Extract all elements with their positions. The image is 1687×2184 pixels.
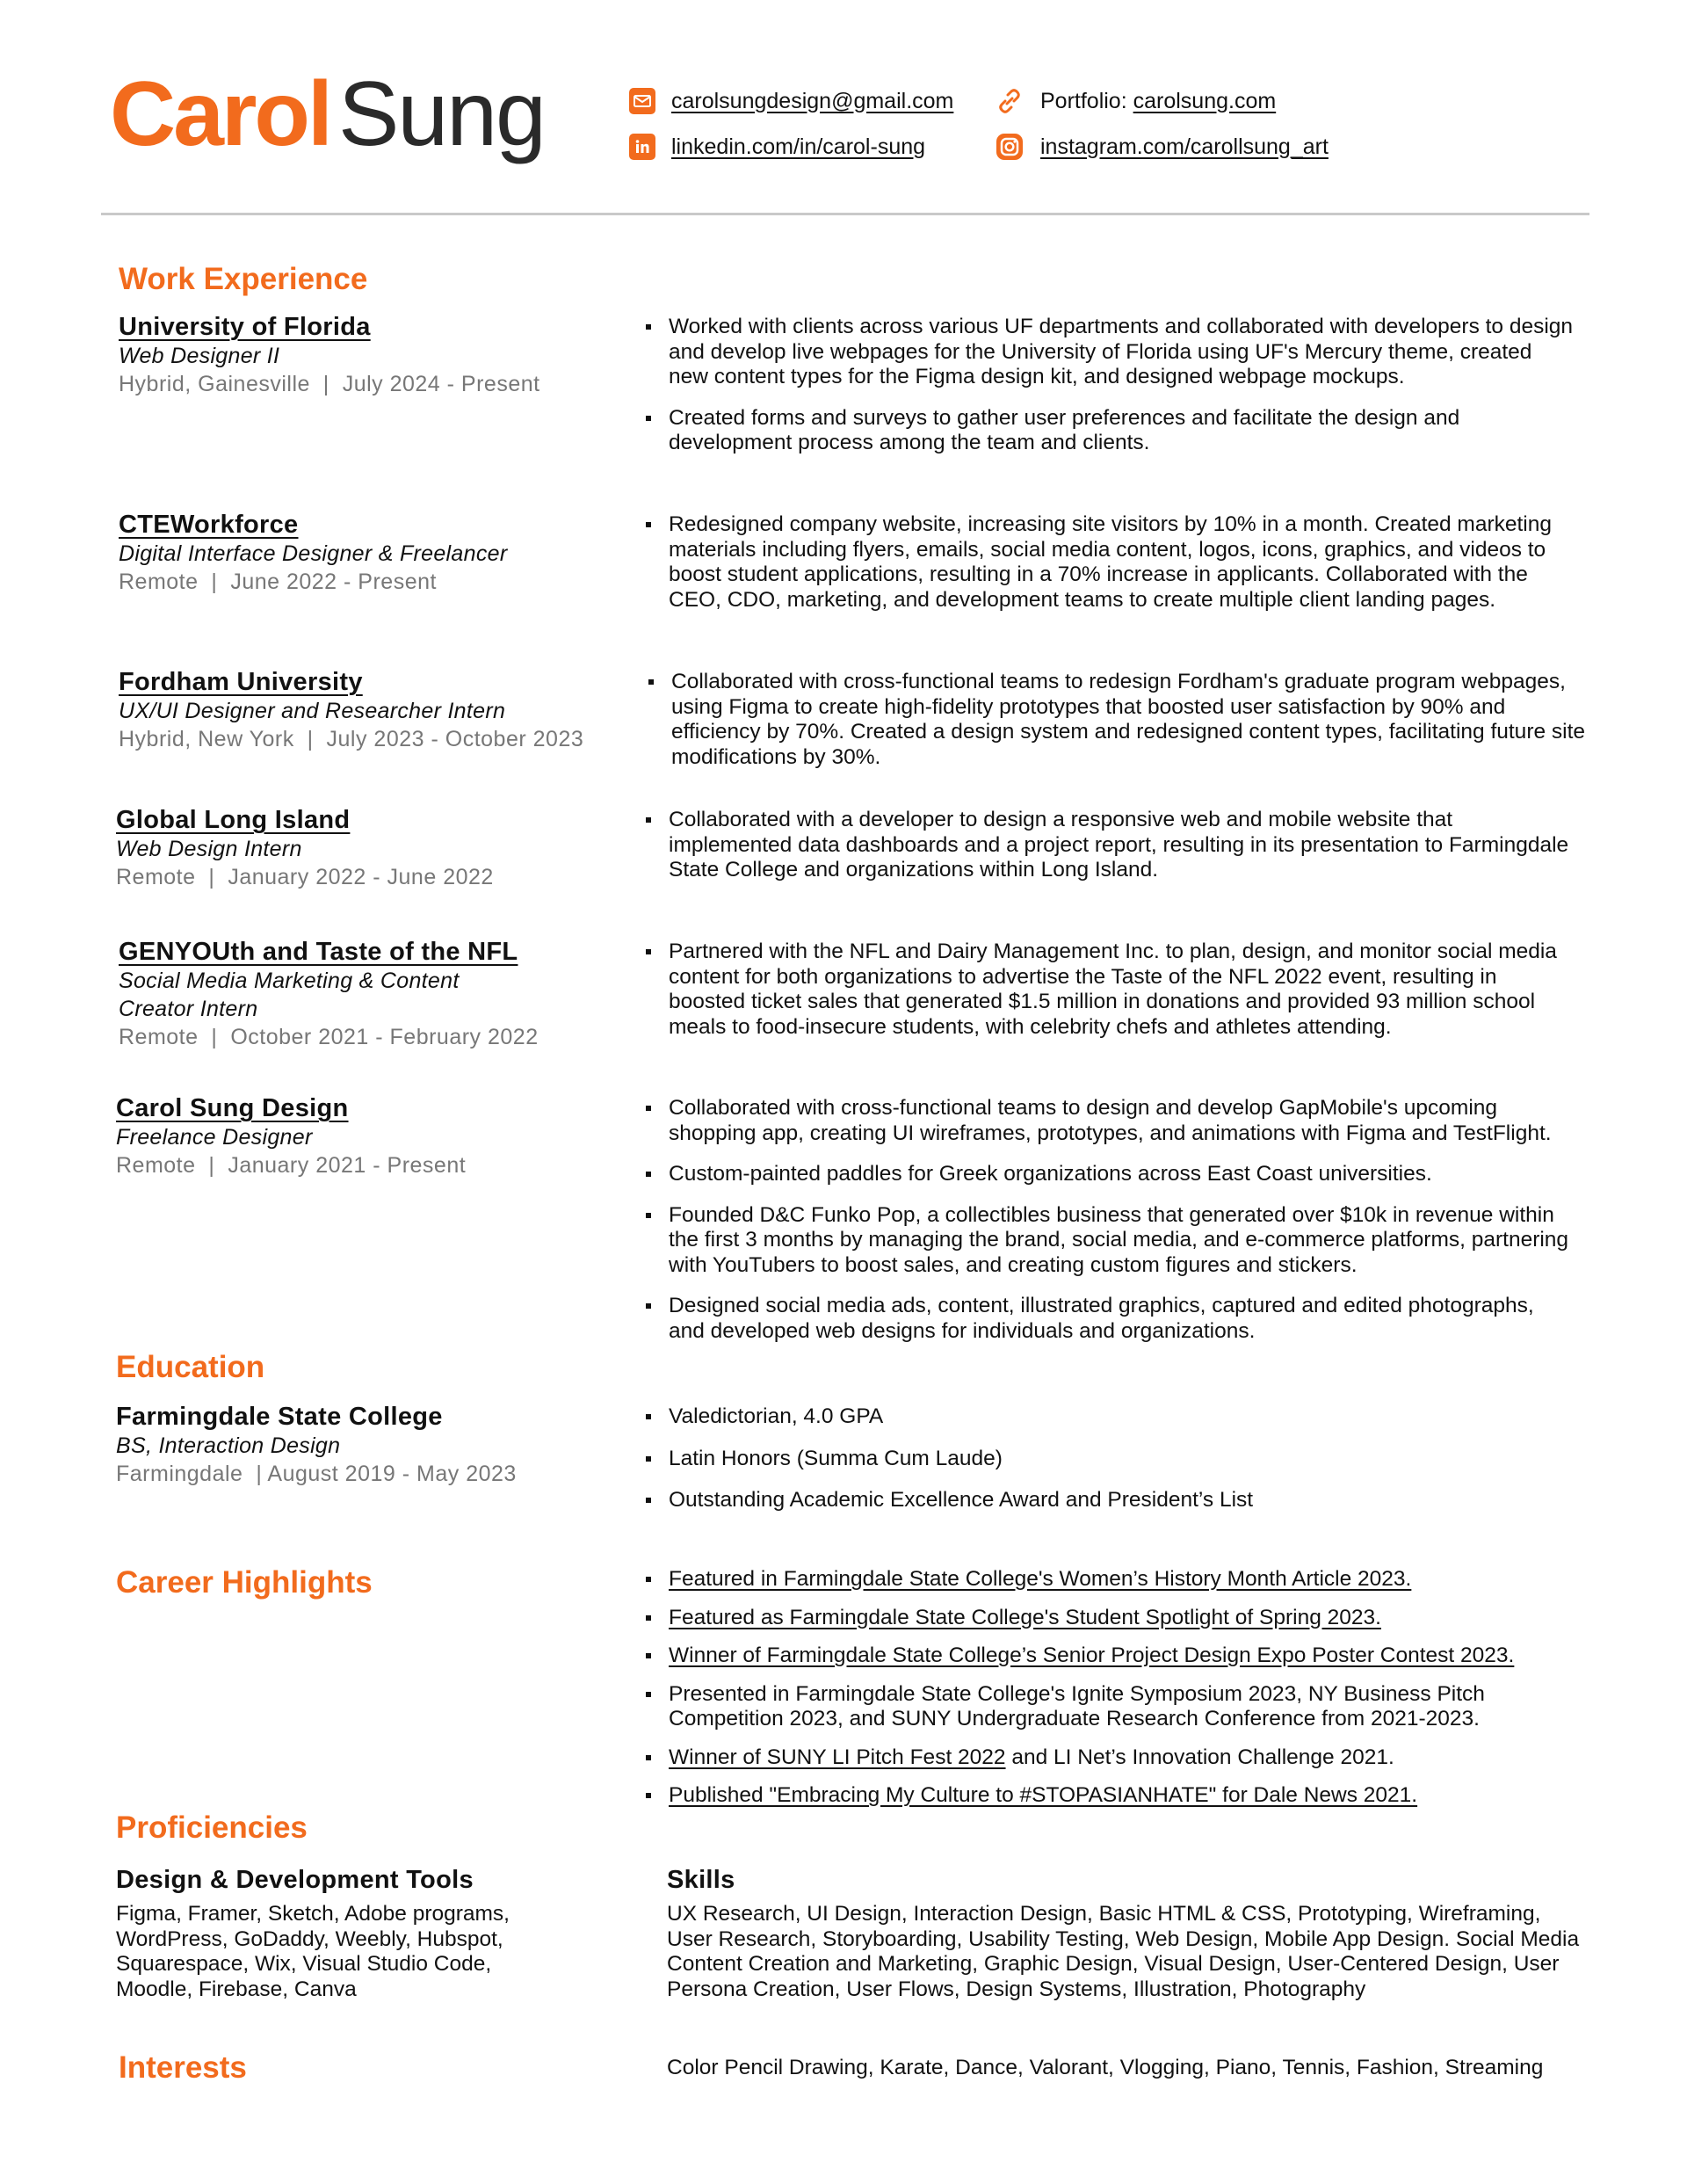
org-name[interactable]: CTEWorkforce	[119, 511, 299, 539]
portfolio-link[interactable]: carolsung.com	[1133, 88, 1277, 113]
list-item: Latin Honors (Summa Cum Laude)	[644, 1447, 1575, 1472]
portfolio-label: Portfolio:	[1040, 88, 1133, 113]
list-item: Redesigned company website, increasing site visitors by 10% in a month. Created marketing materials including flyers, emails, social media content, logos, icons, graphics, and videos to boost student applications, resulting in a 70% increase in applicants. Collaborated with the CEO, CDO, marketing, and development teams to create multiple client landing pages.	[644, 512, 1575, 613]
job-meta: Hybrid, Gainesville | July 2024 - Present	[119, 372, 540, 396]
job-role: Web Design Intern	[116, 837, 302, 861]
linkedin-contact[interactable]	[629, 134, 925, 160]
job-meta: Remote | January 2021 - Present	[116, 1153, 467, 1178]
tools-text: Figma, Framer, Sketch, Adobe programs, WordPress, GoDaddy, Weebly, Hubspot, Squarespace, Wix, Visual Studio Code, Moodle, Firebase, Canva	[116, 1902, 510, 2001]
last-name: Sung	[338, 63, 545, 165]
job-role: Creator Intern	[119, 997, 258, 1021]
job-role: Social Media Marketing & Content	[119, 969, 460, 993]
school-name: Farmingdale State College	[116, 1403, 443, 1431]
job-role: Freelance Designer	[116, 1125, 313, 1150]
tools-block	[116, 1868, 538, 2002]
education-bullets	[644, 1404, 1575, 1530]
highlight-link[interactable]: Featured in Farmingdale State College's Women’s History Month Article 2023.	[669, 1567, 1412, 1591]
list-item: Collaborated with cross-functional teams to design and develop GapMobile's upcoming shopping app, creating UI wireframes, prototypes, and animations with Figma and TestFlight.	[644, 1096, 1575, 1146]
list-item: Worked with clients across various UF departments and collaborated with developers to design and develop live webpages for the University of Florida using UF's Mercury theme, created new content types for the Figma design kit, and designed webpage mockups.	[644, 315, 1575, 390]
org-name[interactable]: Fordham University	[119, 668, 363, 696]
list-item[interactable]	[644, 1567, 1575, 1593]
degree: BS, Interaction Design	[116, 1433, 341, 1458]
list-item: Collaborated with cross-functional teams to redesign Fordham's graduate program webpages, using Figma to create high-fidelity prototypes that boosted user satisfaction by 90% and efficiency by 70%. Created a design system and redesigned content types, facilitating future site modifications by 30%.	[647, 670, 1587, 770]
job-fordham	[119, 670, 583, 753]
job-role: Digital Interface Designer & Freelancer	[119, 541, 508, 566]
education-heading: Education	[116, 1350, 265, 1384]
job-role: Web Designer II	[119, 344, 280, 368]
list-item: Presented in Farmingdale State College's Ignite Symposium 2023, NY Business Pitch Competition 2023, and SUNY Undergraduate Research Conference from 2021-2023.	[644, 1682, 1575, 1732]
list-item: Founded D&C Funko Pop, a collectibles business that generated over $10k in revenue within the first 3 months by managing the brand, social media, and e-commerce platforms, partnering with YouTubers to boost sales, and creating custom figures and stickers.	[644, 1203, 1575, 1279]
interests-text: Color Pencil Drawing, Karate, Dance, Valorant, Vlogging, Piano, Tennis, Fashion, Streaming	[667, 2056, 1544, 2079]
instagram-icon	[995, 132, 1025, 162]
tools-heading: Design & Development Tools	[116, 1866, 474, 1894]
email-contact[interactable]	[629, 88, 953, 114]
job-carol-sung-design-bullets	[644, 1096, 1575, 1360]
linkedin-link[interactable]: linkedin.com/in/carol-sung	[671, 134, 926, 159]
highlight-link[interactable]: Published "Embracing My Culture to #STOPASIANHATE" for Dale News 2021.	[669, 1783, 1418, 1807]
linkedin-icon	[629, 134, 655, 160]
job-meta: Remote | October 2021 - February 2022	[119, 1025, 539, 1049]
job-cteworkforce-bullets	[644, 512, 1575, 628]
job-genyouth-bullets	[644, 940, 1575, 1056]
list-item: Collaborated with a developer to design a responsive web and mobile website that implemented data dashboards and a project report, resulting in its presentation to Farmingdale State College and organizations within Long Island.	[644, 808, 1575, 883]
list-item: Custom-painted paddles for Greek organizations across East Coast universities.	[644, 1162, 1575, 1187]
org-name[interactable]: University of Florida	[119, 313, 371, 341]
career-highlights-list	[644, 1567, 1575, 1822]
work-experience-heading: Work Experience	[119, 262, 368, 296]
job-global-long-island	[116, 808, 494, 891]
career-highlights-heading: Career Highlights	[116, 1565, 373, 1600]
highlight-link[interactable]: Featured as Farmingdale State College's Student Spotlight of Spring 2023.	[669, 1605, 1381, 1629]
email-link[interactable]: carolsungdesign@gmail.com	[671, 88, 954, 113]
org-name[interactable]: Carol Sung Design	[116, 1094, 349, 1122]
list-item[interactable]	[644, 1606, 1575, 1631]
highlight-link[interactable]: Winner of Farmingdale State College’s Senior Project Design Expo Poster Contest 2023.	[669, 1643, 1515, 1667]
list-item: Valedictorian, 4.0 GPA	[644, 1404, 1575, 1430]
org-name[interactable]: Global Long Island	[116, 806, 351, 834]
job-carol-sung-design	[116, 1096, 466, 1179]
portfolio-contact[interactable]	[995, 86, 1276, 116]
proficiencies-heading: Proficiencies	[116, 1810, 308, 1845]
job-meta: Remote | January 2022 - June 2022	[116, 865, 494, 889]
skills-heading: Skills	[667, 1866, 735, 1894]
skills-text: UX Research, UI Design, Interaction Design, Basic HTML & CSS, Prototyping, Wireframing, User Research, Storyboarding, Usability Testing, Web Design, Mobile App Design. Social Media Content Creation and Marketing, Graphic Design, Visual Design, User-Centered Design, User Persona Creation, User Flows, Design Systems, Illustration, Photography	[667, 1902, 1580, 2001]
education-meta: Farmingdale | August 2019 - May 2023	[116, 1462, 517, 1486]
header-divider	[101, 213, 1589, 215]
highlight-link[interactable]: Winner of SUNY LI Pitch Fest 2022	[669, 1745, 1006, 1769]
instagram-link[interactable]: instagram.com/carollsung_art	[1040, 134, 1329, 159]
list-item[interactable]	[644, 1745, 1575, 1771]
skills-block	[667, 1868, 1589, 2002]
job-meta: Hybrid, New York | July 2023 - October 2023	[119, 727, 584, 751]
list-item[interactable]	[644, 1783, 1575, 1809]
job-uf	[119, 315, 540, 398]
job-role: UX/UI Designer and Researcher Intern	[119, 699, 506, 723]
list-item: Created forms and surveys to gather user preferences and facilitate the design and development process among the team and clients.	[644, 406, 1575, 456]
job-global-long-island-bullets	[644, 808, 1575, 899]
link-icon	[995, 86, 1025, 116]
job-meta: Remote | June 2022 - Present	[119, 570, 437, 594]
interests-heading: Interests	[119, 2050, 247, 2085]
list-item: Partnered with the NFL and Dairy Management Inc. to plan, design, and monitor social media content for both organizations to advertise the Taste of the NFL 2022 event, resulting in boosted ticket sales that generated $1.5 million in donations and provided 93 million school meals to food-insecure students, with celebrity chefs and athletes attending.	[644, 940, 1575, 1040]
list-item[interactable]	[644, 1643, 1575, 1669]
job-fordham-bullets	[647, 670, 1587, 786]
highlight-text: and LI Net’s Innovation Challenge 2021.	[1005, 1745, 1394, 1769]
job-genyouth	[119, 940, 539, 1051]
job-cteworkforce	[119, 512, 507, 596]
mail-icon	[629, 88, 655, 114]
list-item: Designed social media ads, content, illustrated graphics, captured and edited photographs, and developed web designs for individuals and organizations.	[644, 1294, 1575, 1344]
education-school	[116, 1404, 517, 1488]
instagram-contact[interactable]	[995, 132, 1329, 162]
job-uf-bullets	[644, 315, 1575, 472]
first-name: Carol	[110, 63, 330, 165]
org-name[interactable]: GENYOUth and Taste of the NFL	[119, 938, 518, 966]
list-item: Outstanding Academic Excellence Award and President’s List	[644, 1488, 1575, 1513]
